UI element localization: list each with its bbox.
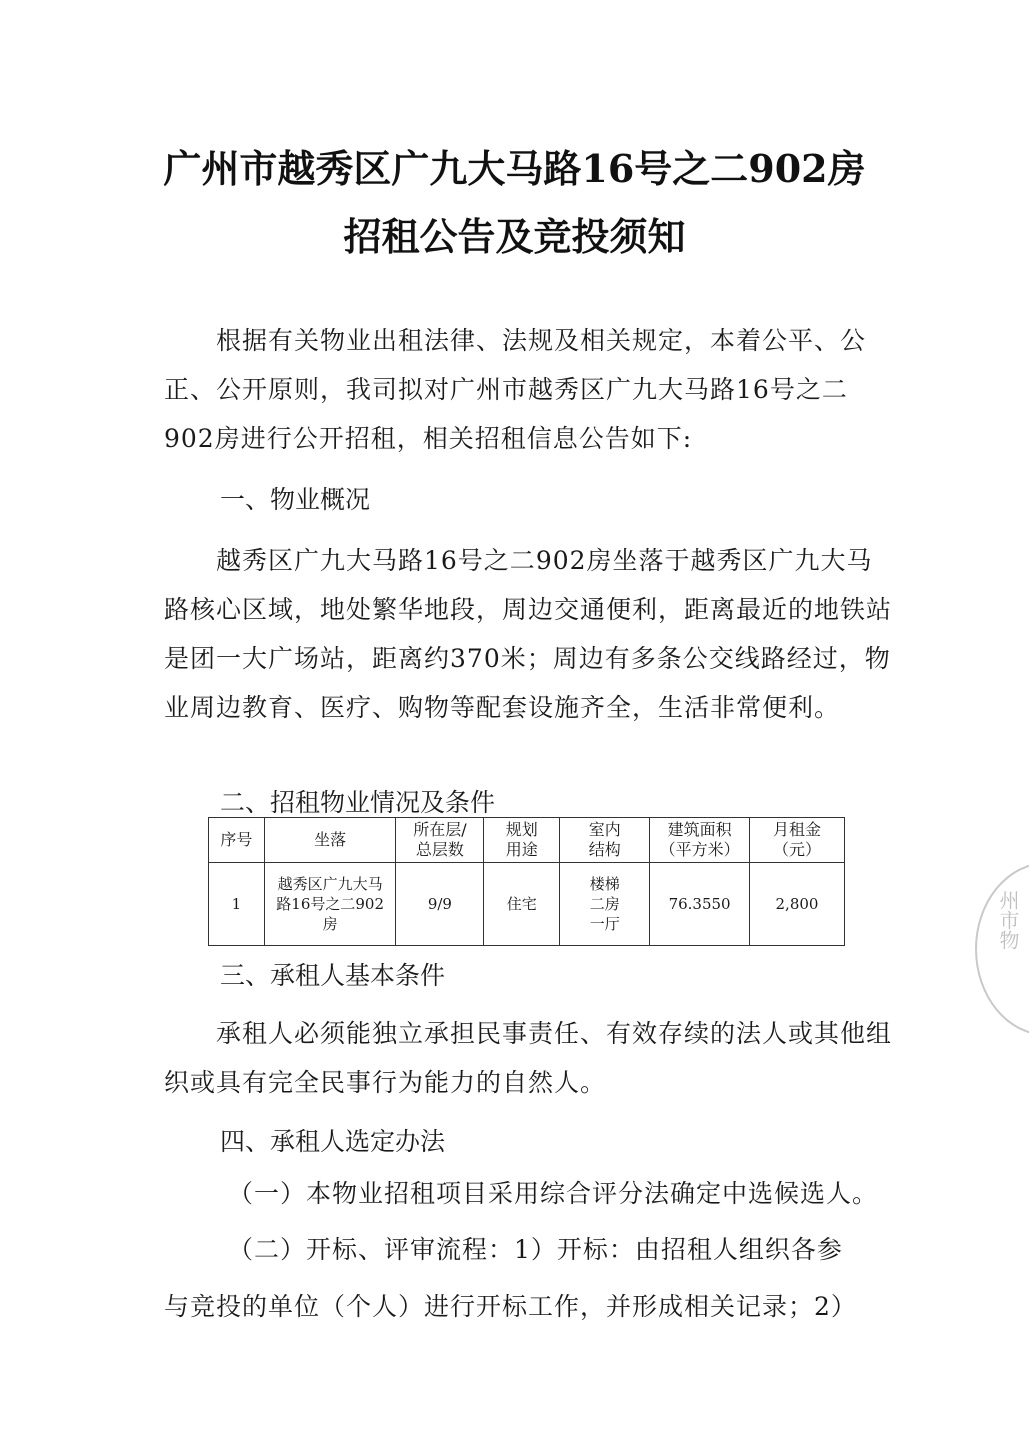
header-structure: 室内结构	[560, 818, 650, 863]
section4-heading: 四、承租人选定办法	[220, 1127, 446, 1156]
cell-structure: 楼梯二房一厅	[560, 863, 650, 946]
header-area: 建筑面积（平方米）	[650, 818, 750, 863]
table-row	[209, 863, 845, 946]
cell-floor: 9/9	[396, 863, 484, 946]
section1-body: 越秀区广九大马路16号之二902房坐落于越秀区广九大马路核心区域，地处繁华地段，周边交通便利，距离最近的地铁站是团一大广场站，距离约370米；周边有多条公交线路经过，物业周边教育、医疗、购物等配套设施齐全，生活非常便利。	[164, 546, 893, 722]
document-title-line2: 招租公告及竞投须知	[343, 214, 686, 259]
official-seal-text: 州市物	[996, 890, 1020, 950]
property-table	[208, 817, 845, 946]
header-use: 规划用途	[484, 818, 560, 863]
cell-rent: 2,800	[750, 863, 845, 946]
header-floor: 所在层/总层数	[396, 818, 484, 863]
section4-item2-line2: 与竞投的单位（个人）进行开标工作，并形成相关记录；2）	[164, 1292, 857, 1321]
section3-heading: 三、承租人基本条件	[220, 961, 446, 990]
header-no: 序号	[209, 818, 265, 863]
section1-heading: 一、物业概况	[220, 485, 371, 514]
section4-item1: （一）本物业招租项目采用综合评分法确定中选候选人。	[228, 1179, 879, 1208]
section2-heading: 二、招租物业情况及条件	[220, 788, 496, 817]
cell-use: 住宅	[484, 863, 560, 946]
intro-paragraph: 根据有关物业出租法律、法规及相关规定，本着公平、公正、公开原则，我司拟对广州市越秀区广九大马路16号之二902房进行公开招租，相关招租信息公告如下:	[164, 326, 867, 453]
section4-item2-line1: （二）开标、评审流程：1）开标：由招租人组织各参	[228, 1235, 843, 1264]
header-rent: 月租金（元）	[750, 818, 845, 863]
cell-area: 76.3550	[650, 863, 750, 946]
cell-location: 越秀区广九大马路16号之二902房	[264, 863, 396, 946]
table-header-row	[209, 818, 845, 863]
document-title-line1: 广州市越秀区广九大马路16号之二902房	[163, 146, 866, 191]
section3-body: 承租人必须能独立承担民事责任、有效存续的法人或其他组织或具有完全民事行为能力的自然人。	[164, 1019, 893, 1097]
header-location: 坐落	[264, 818, 396, 863]
cell-no: 1	[209, 863, 265, 946]
